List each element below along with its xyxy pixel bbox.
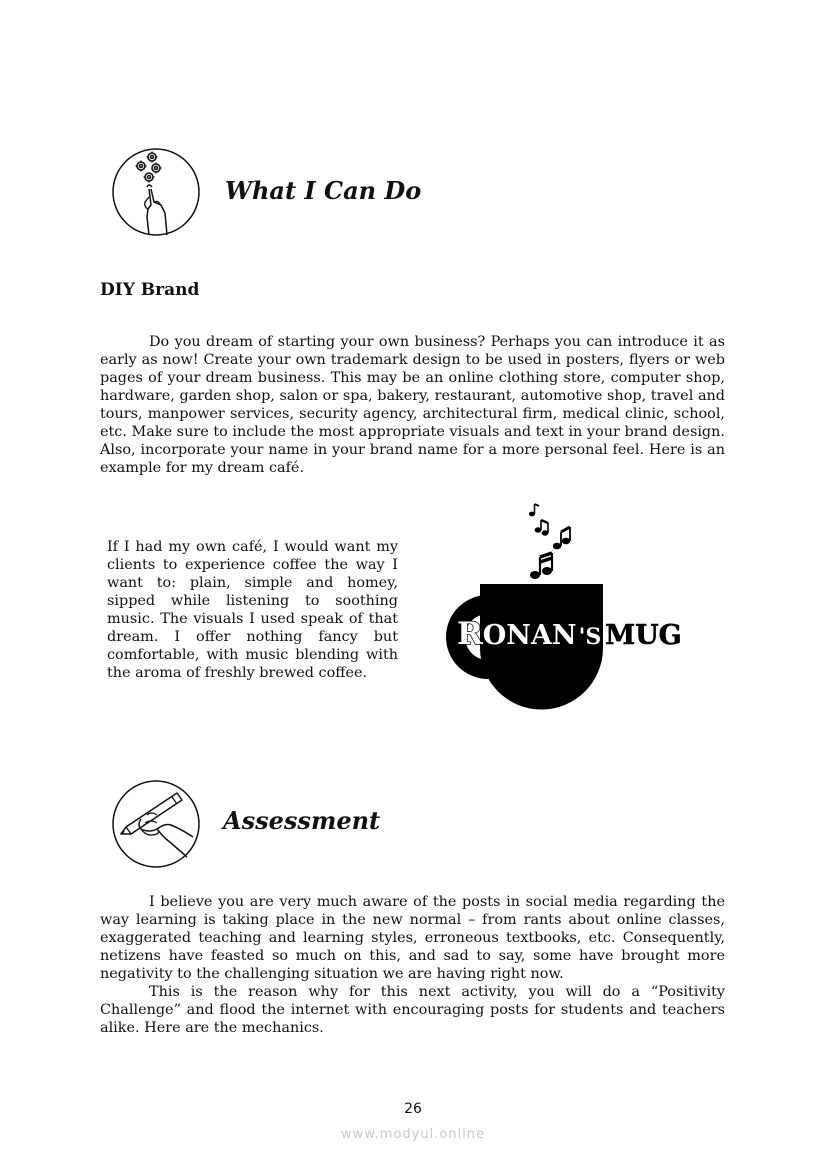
- coffee-mug-music-notes-icon: [432, 498, 692, 718]
- music-note-icon: [529, 504, 539, 516]
- cafe-example-text: If I had my own café, I would want my clients to experience coffee the way I want to: plain, simple and homey, sipped while listening to soothing music. The visuals I used speak of that dream. I offer nothing fancy but comfortable, with music blending with the aroma of freshly brewed coffee.: [107, 539, 398, 681]
- section-title-assessment: Assessment: [223, 806, 381, 835]
- logo-initial: R: [457, 616, 483, 652]
- music-note-icon: [530, 553, 552, 579]
- page-number: 26: [404, 1101, 422, 1117]
- logo-possessive: 'S: [578, 624, 602, 650]
- hand-gears-icon: [111, 147, 201, 237]
- diy-paragraph: Do you dream of starting your own business? Perhaps you can introduce it as early as now! Create your own trademark design to be used in posters, flyers or web pages of your dream business. This may be an online clothing store, computer shop, hardware, garden shop, salon or spa, bakery, restaurant, automotive shop, travel and tours, manpower services, security agency, architectural firm, medical clinic, school, etc. Make sure to include the most appropriate visuals and text in your brand design. Also, incorporate your name in your brand name for a more personal feel. Here is an example for my dream café.: [100, 334, 725, 476]
- brand-logo: [432, 498, 692, 718]
- hand-writing-icon: [111, 779, 201, 869]
- diy-brand-heading: DIY Brand: [100, 280, 200, 300]
- watermark: www.modyul.online: [340, 1127, 486, 1142]
- music-note-icon: [553, 527, 570, 549]
- assessment-paragraph-2: This is the reason why for this next activity, you will do a “Positivity Challenge” and flood the internet with encouraging posts for students and teachers alike. Here are the mechanics.: [100, 984, 725, 1036]
- assessment-paragraph-1: I believe you are very much aware of the posts in social media regarding the way learning is taking place in the new normal – from rants about online classes, exaggerated teaching and learning styles, erroneous textbooks, etc. Consequently, netizens have feasted so much on this, and sad to say, some have brought more negativity to the challenging situation we are having right now.: [100, 894, 725, 982]
- logo-word: MUG: [605, 620, 682, 651]
- svg-text:RONAN'SMUG: [457, 616, 682, 652]
- logo-name-part: ONAN: [482, 620, 577, 651]
- music-note-icon: [535, 520, 549, 536]
- section-title-what-i-can-do: What I Can Do: [225, 176, 422, 205]
